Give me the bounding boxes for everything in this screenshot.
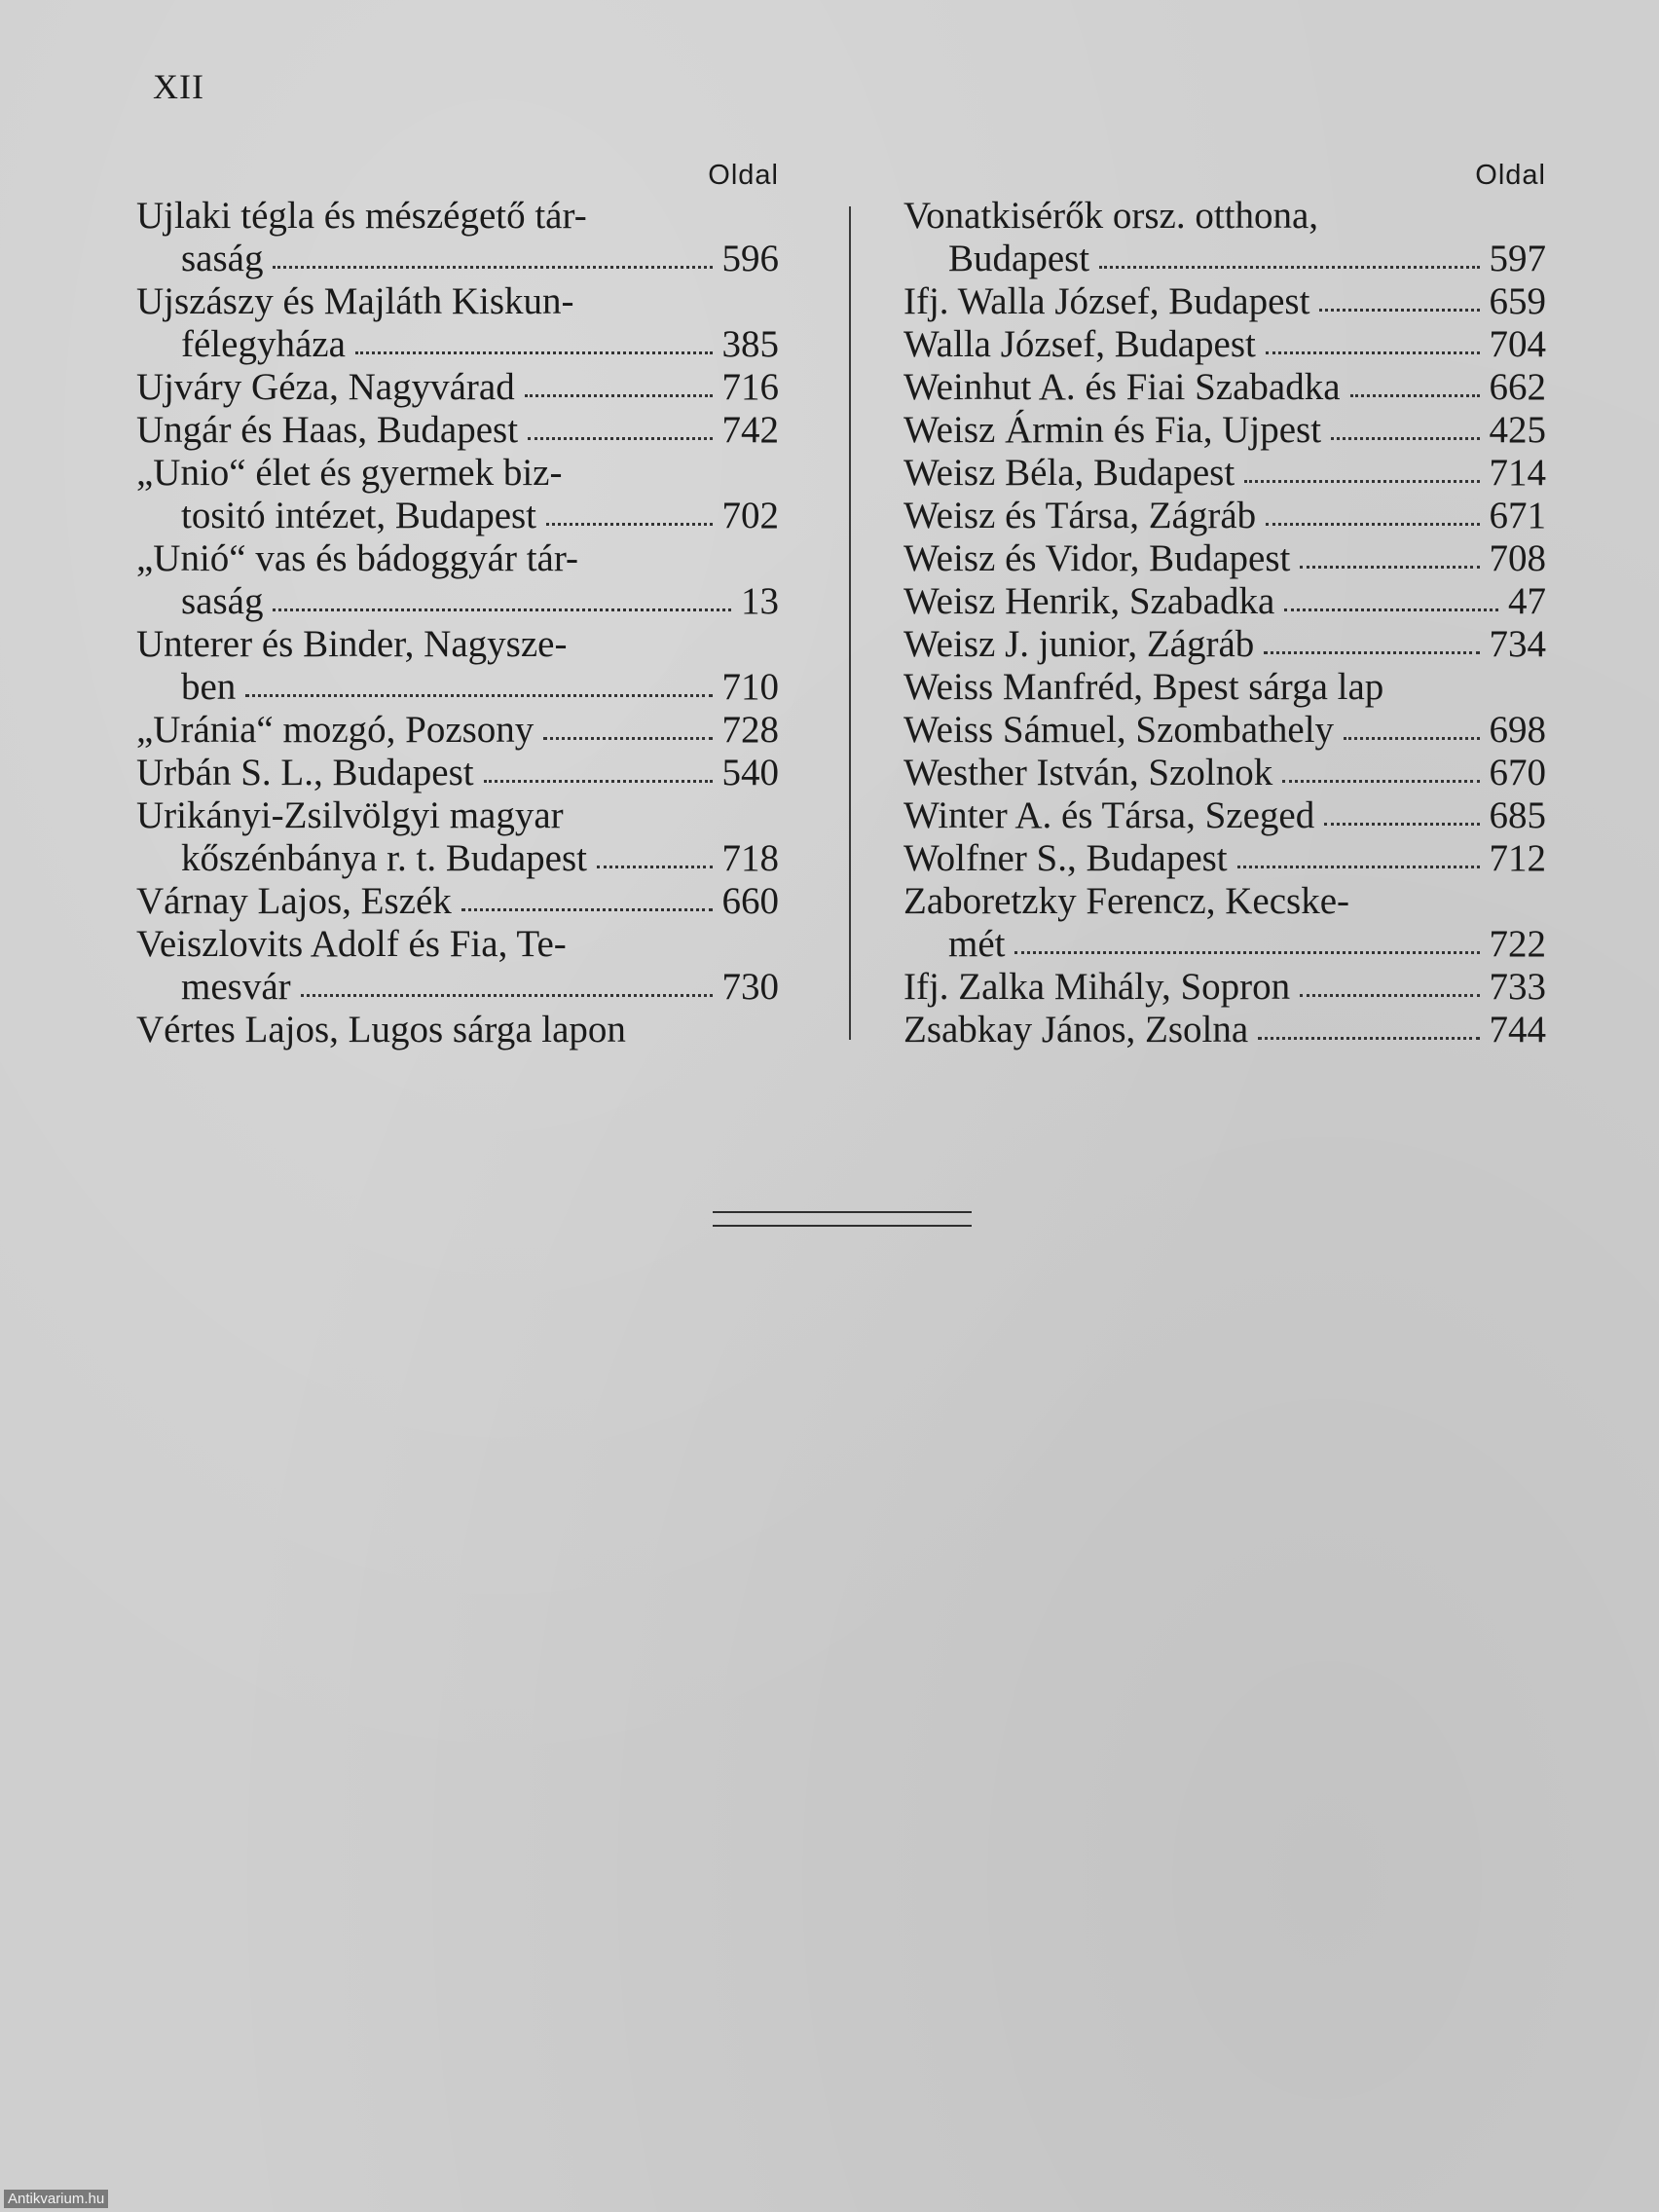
entry-page-number: 712 (1489, 837, 1546, 879)
entry-text: tositó intézet, Budapest (181, 495, 537, 536)
dot-leader (1344, 736, 1479, 740)
entry-page-number: 596 (721, 238, 779, 279)
entry-text: Weisz Béla, Budapest (903, 452, 1235, 494)
index-entry-line (903, 752, 1546, 794)
index-entry-line (136, 666, 779, 709)
entry-text: „Uránia“ mozgó, Pozsony (136, 709, 535, 751)
entry-page-number: 716 (721, 366, 779, 408)
entry-text: Wolfner S., Budapest (903, 837, 1228, 879)
entry-text: Weiss Manfréd, Bpest sárga lap (903, 666, 1384, 708)
index-column-left (136, 156, 779, 1051)
index-entry (136, 794, 779, 880)
entry-page-number: 540 (721, 752, 779, 793)
dot-leader (1014, 950, 1479, 954)
entry-page-number: 597 (1489, 238, 1546, 279)
dot-leader (1244, 479, 1479, 483)
index-entry (903, 366, 1546, 409)
entry-text: Weiss Sámuel, Szombathely (903, 709, 1335, 751)
index-entry (903, 709, 1546, 752)
dot-leader (1099, 265, 1479, 269)
entry-page-number: 660 (721, 880, 779, 922)
index-entry (136, 880, 779, 923)
entry-text: „Unio“ élet és gyermek biz- (136, 452, 563, 494)
entry-text: Unterer és Binder, Nagysze- (136, 623, 568, 665)
index-entry (903, 580, 1546, 623)
dot-leader (546, 522, 712, 526)
watermark: Antikvarium.hu (4, 2190, 108, 2208)
index-entry-line (136, 495, 779, 537)
dot-leader (1324, 822, 1479, 826)
index-entry-line (903, 323, 1546, 366)
index-entry (136, 366, 779, 409)
entry-text: Weinhut A. és Fiai Szabadka (903, 366, 1341, 408)
dot-leader (543, 736, 712, 740)
index-entry (903, 794, 1546, 837)
index-column-right (903, 156, 1546, 1051)
dot-leader (525, 393, 713, 397)
entry-text: Weisz és Társa, Zágráb (903, 495, 1257, 536)
entry-page-number: 722 (1489, 923, 1546, 965)
entry-page-number: 670 (1489, 752, 1546, 793)
entry-text: Zaboretzky Ferencz, Kecske- (903, 880, 1350, 922)
index-entry-line (903, 495, 1546, 537)
index-entry-line (136, 752, 779, 794)
entry-text: félegyháza (181, 323, 346, 365)
dot-leader (1284, 608, 1498, 611)
dot-leader (1350, 393, 1480, 397)
dot-leader (1300, 565, 1479, 569)
entry-text: Ujszászy és Majláth Kiskun- (136, 280, 574, 322)
index-entry-line (903, 280, 1546, 323)
index-entry-line (903, 666, 1546, 709)
entry-page-number: 47 (1508, 580, 1546, 622)
entry-text: Zsabkay János, Zsolna (903, 1009, 1249, 1051)
entry-page-number: 685 (1489, 794, 1546, 836)
index-entry-line (903, 966, 1546, 1009)
entry-page-number: 704 (1489, 323, 1546, 365)
entry-text: saság (181, 238, 264, 279)
entry-text: ben (181, 666, 237, 708)
entry-text: Weisz és Vidor, Budapest (903, 537, 1291, 579)
index-entry-line (903, 709, 1546, 752)
entry-text: Urbán S. L., Budapest (136, 752, 474, 793)
dot-leader (461, 907, 713, 911)
entry-page-number: 718 (721, 837, 779, 879)
index-entry-line (136, 452, 779, 495)
dot-leader (1237, 865, 1480, 868)
entry-text: Ungár és Haas, Budapest (136, 409, 519, 451)
column-header-oldal: Oldal (708, 160, 779, 191)
entry-text: Weisz J. junior, Zágráb (903, 623, 1255, 665)
index-entries-left (136, 195, 779, 1051)
dot-leader (1266, 522, 1479, 526)
index-entry (903, 280, 1546, 323)
dot-leader (1300, 993, 1479, 997)
entry-page-number: 708 (1489, 537, 1546, 579)
index-entry (903, 537, 1546, 580)
entry-text: Walla József, Budapest (903, 323, 1256, 365)
index-entry (136, 280, 779, 366)
entry-text: Westher István, Szolnok (903, 752, 1273, 793)
index-entry-line (136, 709, 779, 752)
index-entry (903, 837, 1546, 880)
index-entry (136, 452, 779, 537)
index-entry (903, 966, 1546, 1009)
entry-text: mesvár (181, 966, 291, 1008)
index-entry (903, 666, 1546, 709)
index-entry-line (136, 537, 779, 580)
index-entry-line (903, 880, 1546, 923)
index-entry-line (136, 623, 779, 666)
index-entry-line (903, 452, 1546, 495)
index-entry (136, 1009, 779, 1051)
entry-text: Winter A. és Társa, Szeged (903, 794, 1315, 836)
entry-page-number: 702 (721, 495, 779, 536)
index-entry (903, 623, 1546, 666)
entry-page-number: 698 (1489, 709, 1546, 751)
entry-text: „Unió“ vas és bádoggyár tár- (136, 537, 579, 579)
entry-page-number: 744 (1489, 1009, 1546, 1051)
entry-text: Ujváry Géza, Nagyvárad (136, 366, 515, 408)
index-entry-line (903, 923, 1546, 966)
index-entry (136, 923, 779, 1009)
index-entry-line (903, 537, 1546, 580)
dot-leader (301, 993, 713, 997)
index-entries-right (903, 195, 1546, 1051)
entry-text: Urikányi-Zsilvölgyi magyar (136, 794, 564, 836)
index-entry-line (136, 880, 779, 923)
index-entry (903, 880, 1546, 966)
entry-text: Vértes Lajos, Lugos sárga lapon (136, 1009, 626, 1051)
dot-leader (1266, 350, 1480, 354)
dot-leader (1319, 308, 1479, 312)
index-entry (903, 452, 1546, 495)
index-entry-line (136, 409, 779, 452)
index-entry-line (136, 966, 779, 1009)
dot-leader (484, 779, 713, 783)
index-entry-line (136, 238, 779, 280)
entry-text: Ujlaki tégla és mészégető tár- (136, 195, 587, 237)
entry-page-number: 671 (1489, 495, 1546, 536)
entry-page-number: 13 (741, 580, 779, 622)
index-entry (903, 195, 1546, 280)
entry-page-number: 425 (1489, 409, 1546, 451)
double-rule-divider (713, 1211, 972, 1227)
index-entry-line (136, 580, 779, 623)
dot-leader (1264, 650, 1479, 654)
index-entry-line (903, 366, 1546, 409)
index-entry-line (136, 837, 779, 880)
index-entry-line (903, 794, 1546, 837)
entry-text: Ifj. Walla József, Budapest (903, 280, 1310, 322)
index-entry (136, 195, 779, 280)
index-entry-line (136, 195, 779, 238)
entry-text: Weisz Ármin és Fia, Ujpest (903, 409, 1322, 451)
index-entry (136, 752, 779, 794)
column-divider (849, 206, 851, 1040)
entry-page-number: 742 (721, 409, 779, 451)
entry-text: Weisz Henrik, Szabadka (903, 580, 1275, 622)
index-entry (903, 495, 1546, 537)
dot-leader (1331, 436, 1479, 440)
entry-page-number: 733 (1489, 966, 1546, 1008)
index-entry (136, 409, 779, 452)
entry-text: Veiszlovits Adolf és Fia, Te- (136, 923, 567, 965)
entry-page-number: 714 (1489, 452, 1546, 494)
dot-leader (1258, 1036, 1479, 1040)
dot-leader (273, 608, 731, 611)
index-entry (903, 323, 1546, 366)
index-entry (903, 409, 1546, 452)
entry-text: Várnay Lajos, Eszék (136, 880, 452, 922)
page-number: XII (153, 67, 204, 106)
entry-text: kőszénbánya r. t. Budapest (181, 837, 587, 879)
index-entry (903, 752, 1546, 794)
index-entry (136, 623, 779, 709)
index-entry-line (903, 623, 1546, 666)
entry-page-number: 734 (1489, 623, 1546, 665)
dot-leader (1282, 779, 1479, 783)
dot-leader (273, 265, 712, 269)
dot-leader (597, 865, 713, 868)
entry-text: Vonatkisérők orsz. otthona, (903, 195, 1319, 237)
entry-page-number: 730 (721, 966, 779, 1008)
index-entry-line (903, 1009, 1546, 1051)
entry-text: mét (948, 923, 1006, 965)
index-entry (136, 709, 779, 752)
dot-leader (245, 693, 712, 697)
index-entry-line (903, 238, 1546, 280)
entry-text: Budapest (948, 238, 1090, 279)
dot-leader (528, 436, 712, 440)
index-entry (903, 1009, 1546, 1051)
index-entry-line (903, 580, 1546, 623)
entry-page-number: 662 (1489, 366, 1546, 408)
index-entry-line (903, 409, 1546, 452)
entry-page-number: 659 (1489, 280, 1546, 322)
index-entry-line (903, 195, 1546, 238)
entry-page-number: 710 (721, 666, 779, 708)
index-entry-line (136, 280, 779, 323)
entry-page-number: 385 (721, 323, 779, 365)
index-entry (136, 537, 779, 623)
index-entry-line (136, 923, 779, 966)
index-entry-line (136, 1009, 779, 1051)
entry-page-number: 728 (721, 709, 779, 751)
entry-text: Ifj. Zalka Mihály, Sopron (903, 966, 1291, 1008)
index-entry-line (903, 837, 1546, 880)
index-entry-line (136, 323, 779, 366)
dot-leader (355, 350, 713, 354)
column-header-oldal: Oldal (1475, 160, 1546, 191)
index-entry-line (136, 366, 779, 409)
index-entry-line (136, 794, 779, 837)
entry-text: saság (181, 580, 264, 622)
